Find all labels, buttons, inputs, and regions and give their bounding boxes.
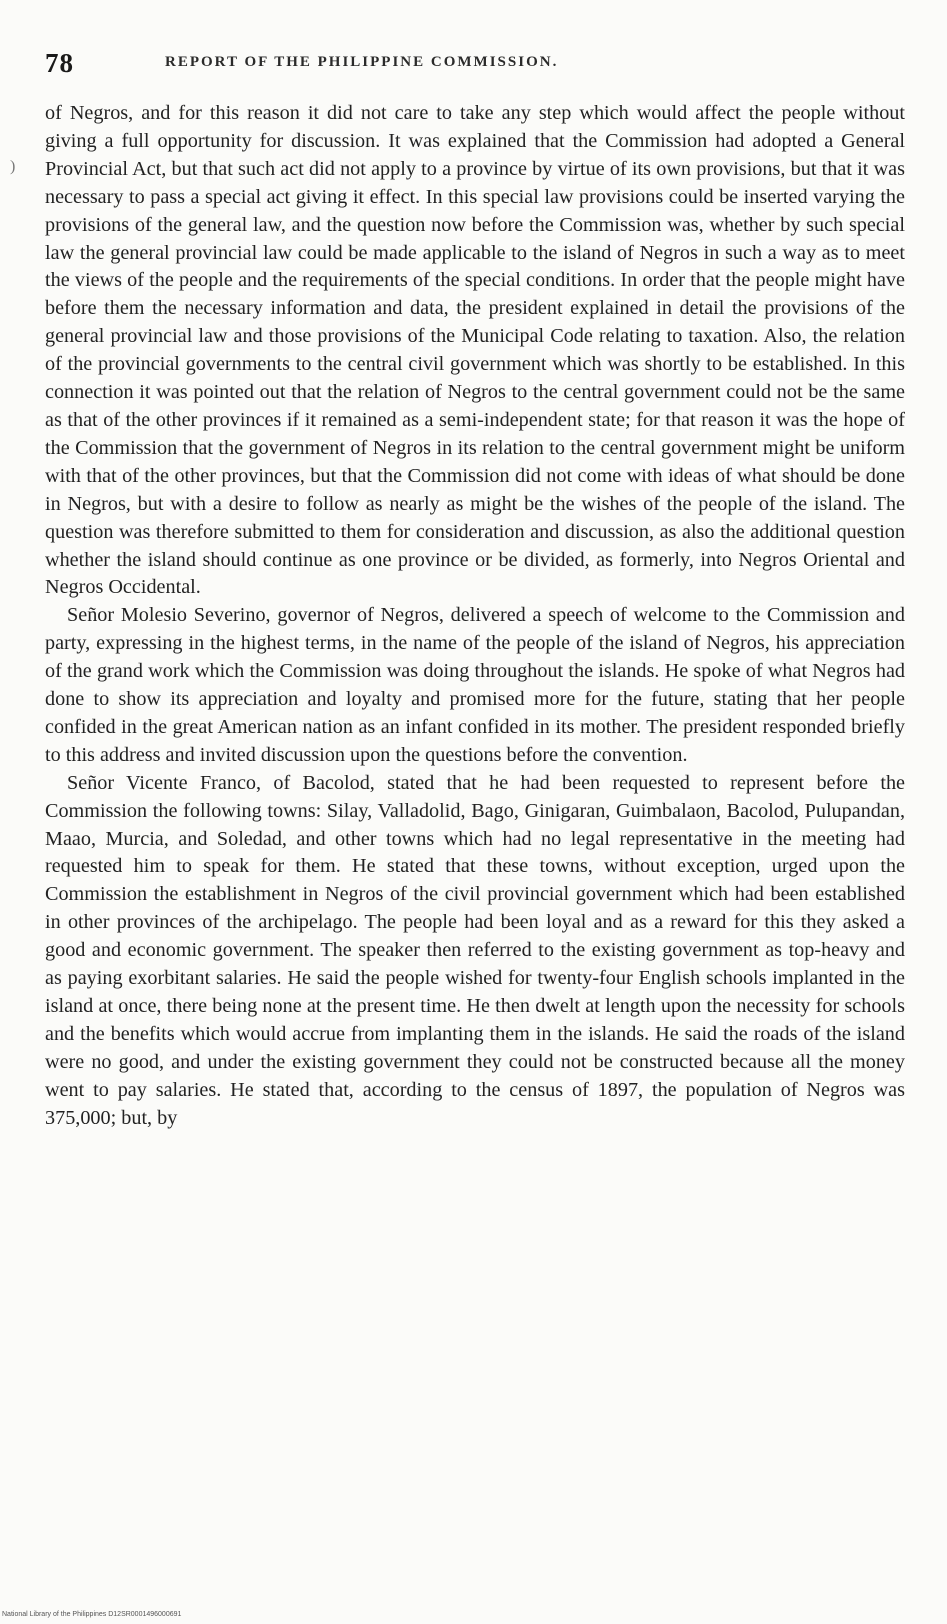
- paragraph-severino-speech: Señor Molesio Severino, governor of Negros, delivered a speech of welcome to the Commission and party, expressing in the highest terms, in the name of the people of the island of Negros, his appreciation of the grand work which the Commission was doing throughout the islands. He spoke of what Negros had done to show its appreciation and loyalty and promised more for the future, stating that her people confided in the great American nation as an infant confided in its mother. The president responded briefly to this address and invited discussion upon the questions before the convention.: [45, 604, 905, 766]
- library-stamp: National Library of the Philippines D12SR0001496000691: [2, 1611, 182, 1618]
- margin-mark: ): [10, 158, 16, 175]
- paragraph-continuation: of Negros, and for this reason it did not care to take any step which would affect the people without giving a full opportunity for discussion. It was explained that the Commission had adopted a General Provincial Act, but that such act did not apply to a province by virtue of its own provisions, but that it was necessary to pass a special act giving it effect. In this special law provisions could be inserted varying the provisions of the general law, and the question now before the Commission was, whether by such special law the general provincial law could be made applicable to the island of Negros in such a way as to meet the views of the people and the requirements of the special conditions. In order that the people might have before them the necessary information and data, the president explained in detail the provisions of the general provincial law and those provisions of the Municipal Code relating to taxation. Also, the relation of the provincial governments to the central civil government which was shortly to be established. In this connection it was pointed out that the relation of Negros to the central government could not be the same as that of the other provinces if it remained as a semi-independent state; for that reason it was the hope of the Commission that the government of Negros in its relation to the central government might be uniform with that of the other provinces, but that the Commission did not come with ideas of what should be done in Negros, but with a desire to follow as nearly as might be the wishes of the people of the island. The question was therefore submitted to them for consideration and discussion, as also the additional question whether the island should continue as one province or be divided, as formerly, into Negros Oriental and Negros Occidental.: [45, 102, 905, 599]
- page-header: [45, 48, 905, 82]
- body-text: [45, 100, 905, 1133]
- paragraph-franco-statement: Señor Vicente Franco, of Bacolod, stated that he had been requested to represent before the Commission the following towns: Silay, Valladolid, Bago, Ginigaran, Guimbalaon, Bacolod, Pulupandan, Maao, Murcia, and Soledad, and other towns which had no legal representative in the meeting had requested him to speak for them. He stated that these towns, without exception, urged upon the Commission the establishment in Negros of the civil provincial government which had been established in other provinces of the archipelago. The people had been loyal and as a reward for this they asked a good and economic government. The speaker then referred to the existing government as top-heavy and as paying exorbitant salaries. He said the people wished for twenty-four English schools implanted in the island at once, there being none at the present time. He then dwelt at length upon the necessity for schools and the benefits which would accrue from implanting them in the islands. He said the roads of the island were no good, and under the existing government they could not be constructed because all the money went to pay salaries. He stated that, according to the census of 1897, the population of Negros was 375,000; but, by: [45, 771, 905, 1129]
- page-number: 78: [45, 48, 74, 78]
- running-head: REPORT OF THE PHILIPPINE COMMISSION.: [165, 54, 559, 70]
